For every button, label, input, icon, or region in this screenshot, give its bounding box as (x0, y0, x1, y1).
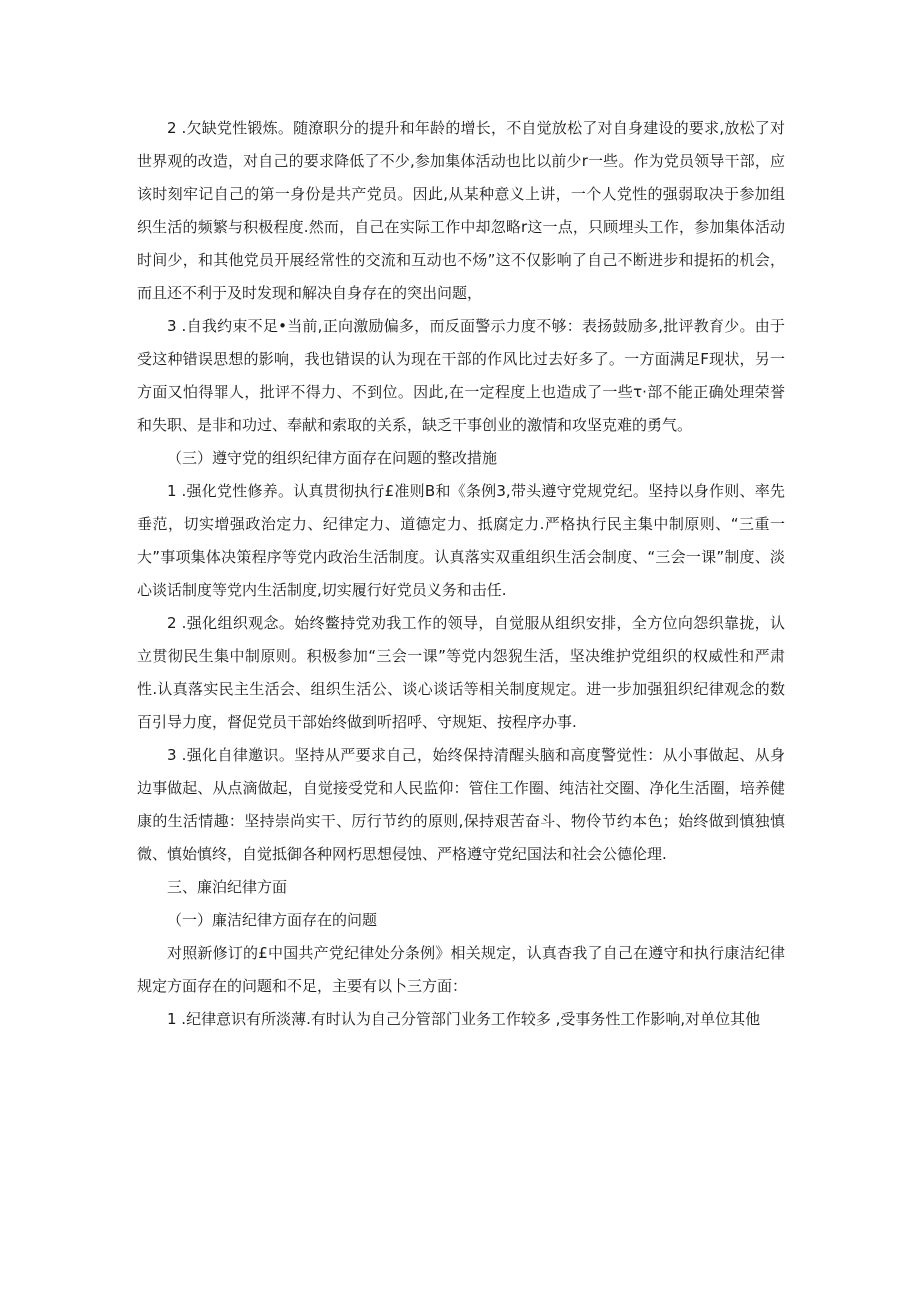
section-heading-integrity-problems: （一）廉洁纪律方面存在的问题 (167, 911, 378, 929)
chapter-heading-integrity: 三、廉泊纪律方面 (167, 878, 288, 896)
paragraph-strengthen-self-awareness: 3 .强化自律邀识。坚持从严要求自己，始终保持清醒头脑和高度警觉性：从小事做起、从身边事做起、从点滴做起，自觉接受党和人民监仰：管住工作圈、纯洁社交圈、净化生活圈，培养健康的生活情趣：坚持崇尚实干、厉行节约的原则,保持艰苦奋斗、物伶节约本色；始终做到慎独慎微、慎始慎终，自觉抵御各种网朽思想侵蚀、严格遵守党纪国法和社会公德伦理. (137, 746, 785, 863)
paragraph-contrast-regulations: 对照新修订的£中国共产党纪律处分条例》相关规定，认真杳我了自己在遵守和执行康洁纪律规定方面存在的问题和不足，主要有以卜三方面： (137, 944, 785, 995)
paragraph-strengthen-party-spirit: 1 .强化党性修养。认真贯彻执行£准则B和《条例3,带头遵守党规党纪。坚持以身作则、率先垂范，切实增强政治定力、纪律定力、道德定力、抵腐定力.严格执行民主集中制原则、“三重一大”事项集体决策程序等党内政治生活制度。认真落实双重组织生活会制度、“三会一课”制度、淡心谈话制度等党内生活制度,切实履行好党员义务和击任. (137, 482, 785, 599)
section-heading-rectification: （三）遵守党的组织纪律方面存在问题的整改措施 (167, 449, 498, 467)
paragraph-party-training: 2 .欠缺党性锻炼。随潦职分的提升和年龄的增长，不自觉放松了对自身建设的要求,放松了对世界观的改造，对自己的要求降低了不少,参加集体活动也比以前少r一些。作为党员领导干部，应该时刻牢记自己的第一身份是共产党员。因此,从某种意义上讲，一个人党性的强弱取决于参加组织生活的频繁与积极程度.然而，自己在实际工作中却忽略r这一点，只顾埋头工作，参加集体活动时间少，和其他党员开展经常性的交流和互动也不炀”这不仅影响了自己不断进步和提拓的机会，而且还不利于及时发现和解决自身存在的突出问题， (137, 119, 785, 302)
paragraph-discipline-awareness: 1 .纪律意识有所淡薄.有时认为自己分管部门业务工作较多 ,受事务性工作影响,对单位其他 (167, 1010, 761, 1028)
paragraph-strengthen-organization: 2 .强化组织观念。始终鳖持党劝我工作的领导，自觉服从组织安排，全方位向怨织靠拢，认立贯彻民生集中制原则。积极参加“三会一课”等党内怨猊生活，坚决维护党组织的权威性和严肃性.认真落实民主生活会、组织生活公、谈心谈话等相关制度规定。进一步加强狙织纪律观念的数百引导力度，督促党员干部始终做到听招呼、守规矩、按程序办事. (137, 614, 785, 731)
paragraph-self-discipline: 3 .自我约束不足•当前,正向激励偏多，而反面警示力度不够：表扬鼓励多,批评教育少。由于受这种错误思想的影响，我也错误的认为现在干部的作风比过去好多了。一方面满足F现状，另一方面又怕得罪人，批评不得力、不到位。因此,在一定程度上也造成了一些τ·部不能正确处理荣誉和失职、是非和功过、奉献和索取的关系，缺乏干事创业的激情和攻坚克难的勇气。 (137, 317, 785, 434)
document-body (137, 112, 785, 1036)
